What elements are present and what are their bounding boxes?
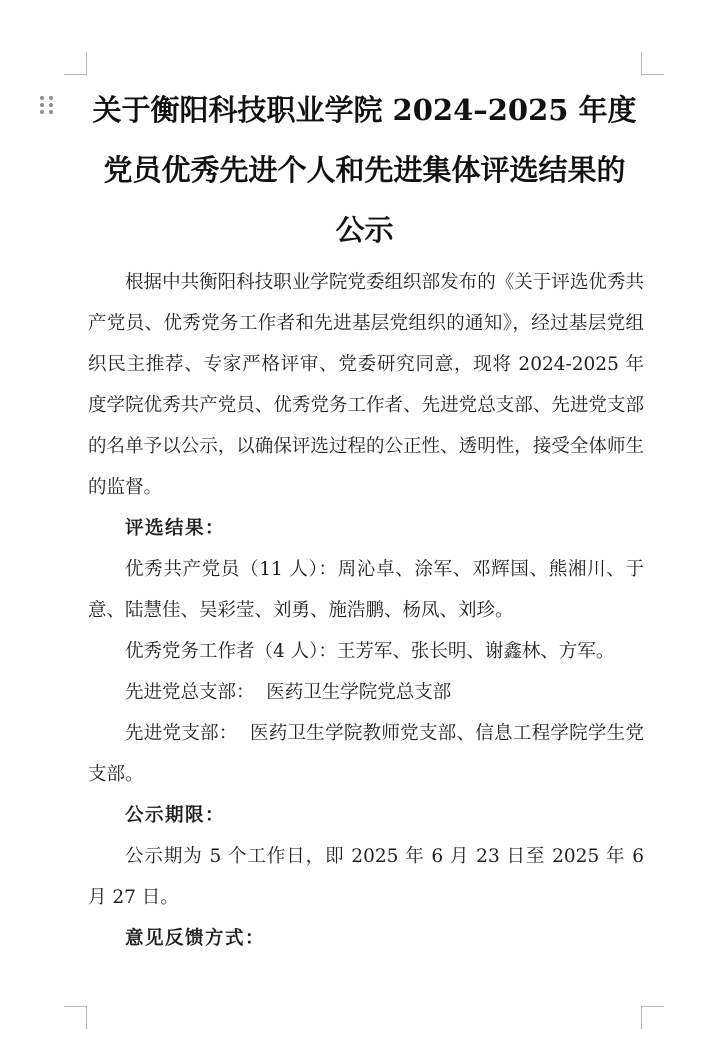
document-title xyxy=(88,80,641,260)
excellent-workers-label: 优秀党务工作者（4 人）： xyxy=(125,641,337,662)
period-heading: 公示期限： xyxy=(125,805,226,826)
branch-paragraph xyxy=(88,713,644,795)
branch-names: 医药卫生学院教师党支部、信息工程学院学生党支部。 xyxy=(88,723,644,785)
page-corner-mark-bottom-right xyxy=(641,1006,664,1029)
document-body xyxy=(88,262,644,959)
drag-handle-icon[interactable] xyxy=(40,96,54,114)
page-corner-mark-bottom-left xyxy=(64,1006,87,1029)
period-paragraph: 公示期为 5 个工作日，即 2025 年 6 月 23 日至 2025 年 6 月 27 日。 xyxy=(88,846,644,908)
page-corner-mark-top-right xyxy=(641,52,664,75)
title-line-3: 公示 xyxy=(335,213,394,247)
general-branch-paragraph xyxy=(88,672,644,713)
excellent-members-paragraph xyxy=(88,549,644,631)
general-branch-label: 先进党总支部： xyxy=(125,682,255,703)
results-heading: 评选结果： xyxy=(125,518,226,539)
title-line-2: 党员优秀先进个人和先进集体评选结果的 xyxy=(103,153,626,187)
excellent-members-label: 优秀共产党员（11 人）： xyxy=(125,559,338,580)
feedback-heading: 意见反馈方式： xyxy=(125,928,266,949)
general-branch-names: 医药卫生学院党总支部 xyxy=(266,682,452,703)
page-corner-mark-top-left xyxy=(64,52,87,75)
excellent-workers-names: 王芳军、张长明、谢鑫林、方军。 xyxy=(336,641,615,662)
excellent-workers-paragraph xyxy=(88,631,644,672)
excellent-members-names: 周沁卓、涂军、邓辉国、熊湘川、于意、陆慧佳、吴彩莹、刘勇、施浩鹏、杨凤、刘珍。 xyxy=(88,559,644,621)
title-line-1: 关于衡阳科技职业学院 2024–2025 年度 xyxy=(92,93,637,127)
branch-label: 先进党支部： xyxy=(125,723,238,744)
intro-paragraph: 根据中共衡阳科技职业学院党委组织部发布的《关于评选优秀共产党员、优秀党务工作者和先进基层党组织的通知》，经过基层党组织民主推荐、专家严格评审、党委研究同意，现将 2024-2025 年度学院优秀共产党员、优秀党务工作者、先进党总支部、先进党支部的名单予以公示，以确保评选过程的公正性、透明性，接受全体师生的监督。 xyxy=(88,272,644,498)
